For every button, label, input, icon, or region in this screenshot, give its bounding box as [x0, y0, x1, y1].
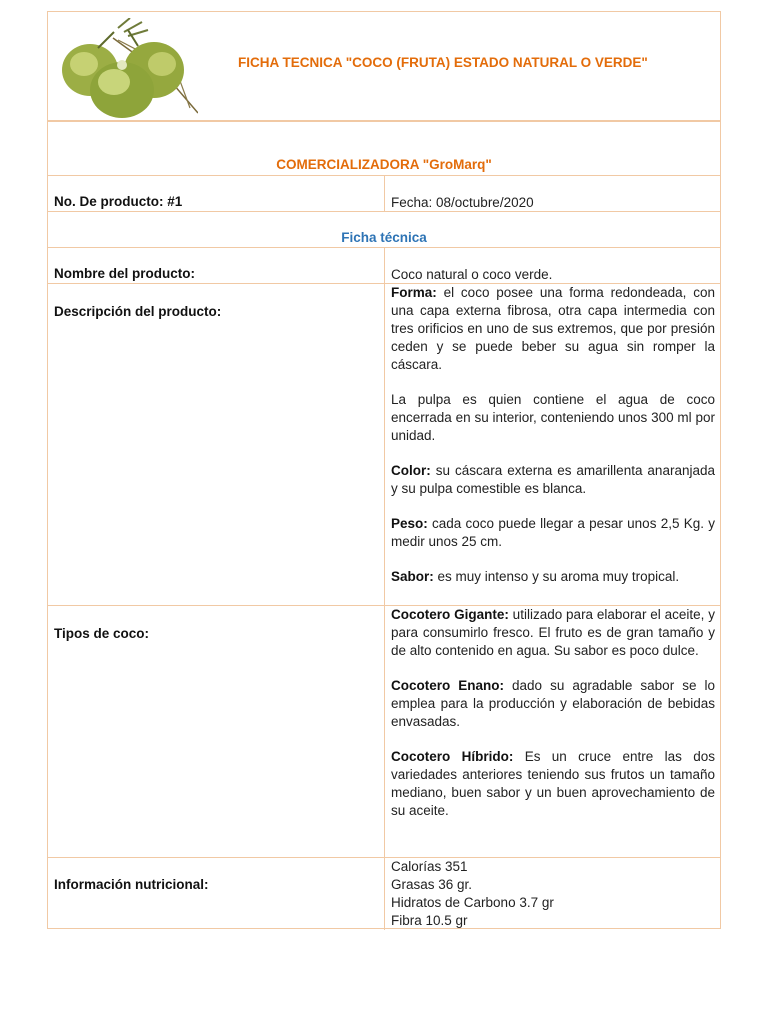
description-value — [391, 284, 715, 586]
type-paragraph: Cocotero Enano: dado su agradable sabor se lo emplea para la producción y elaboración de bebidas envasadas. — [391, 678, 715, 729]
description-paragraph: La pulpa es quien contiene el agua de coco encerrada en su interior, conteniendo unos 300 ml por unidad. — [391, 392, 715, 443]
document-title: FICHA TECNICA "COCO (FRUTA) ESTADO NATURAL O VERDE" — [238, 55, 648, 70]
product-name-row — [48, 248, 720, 284]
column-divider — [384, 606, 385, 857]
description-row — [48, 284, 720, 606]
header-row — [48, 12, 720, 122]
nutrition-item: Calorías 351 — [391, 859, 468, 874]
nutrition-row — [48, 858, 720, 930]
description-paragraph: Peso: cada coco puede llegar a pesar unos 2,5 Kg. y medir unos 25 cm. — [391, 516, 715, 549]
description-paragraph: Color: su cáscara externa es amarillenta anaranjada y su pulpa comestible es blanca. — [391, 463, 715, 496]
types-row — [48, 606, 720, 858]
nutrition-item: Fibra 10.5 gr — [391, 913, 468, 928]
column-divider — [384, 248, 385, 283]
coconut-image — [58, 18, 198, 118]
company-name: COMERCIALIZADORA "GroMarq" — [276, 157, 492, 172]
types-label: Tipos de coco: — [54, 626, 150, 641]
types-value — [391, 606, 715, 820]
column-divider — [384, 176, 385, 211]
product-name-value: Coco natural o coco verde. — [391, 267, 553, 282]
nutrition-item: Hidratos de Carbono 3.7 gr — [391, 895, 554, 910]
section-row — [48, 212, 720, 248]
column-divider — [384, 284, 385, 605]
description-paragraph: Sabor: es muy intenso y su aroma muy tropical. — [391, 569, 680, 584]
section-title: Ficha técnica — [341, 230, 427, 245]
product-number-row — [48, 176, 720, 212]
nutrition-list — [391, 858, 715, 930]
technical-sheet — [47, 11, 721, 929]
product-number: No. De producto: #1 — [54, 194, 183, 209]
product-name-label: Nombre del producto: — [54, 266, 195, 281]
nutrition-item: Grasas 36 gr. — [391, 877, 473, 892]
type-paragraph: Cocotero Gigante: utilizado para elaborar el aceite, y para consumirlo fresco. El fruto es de gran tamaño y de alto contenido en agua. Su sabor es poco dulce. — [391, 607, 715, 658]
nutrition-label: Información nutricional: — [54, 877, 209, 892]
column-divider — [384, 858, 385, 930]
type-paragraph: Cocotero Híbrido: Es un cruce entre las dos variedades anteriores teniendo sus frutos un tamaño mediano, buen sabor y un buen aprovechamiento de su aceite. — [391, 749, 715, 818]
company-row — [48, 122, 720, 176]
date: Fecha: 08/octubre/2020 — [391, 195, 534, 210]
description-paragraph: Forma: el coco posee una forma redondeada, con una capa externa fibrosa, otra capa intermedia con tres orificios en uno de sus extremos, que por presión ceden y se puede beber su agua sin romper la cáscara. — [391, 285, 715, 372]
description-label: Descripción del producto: — [54, 304, 222, 319]
